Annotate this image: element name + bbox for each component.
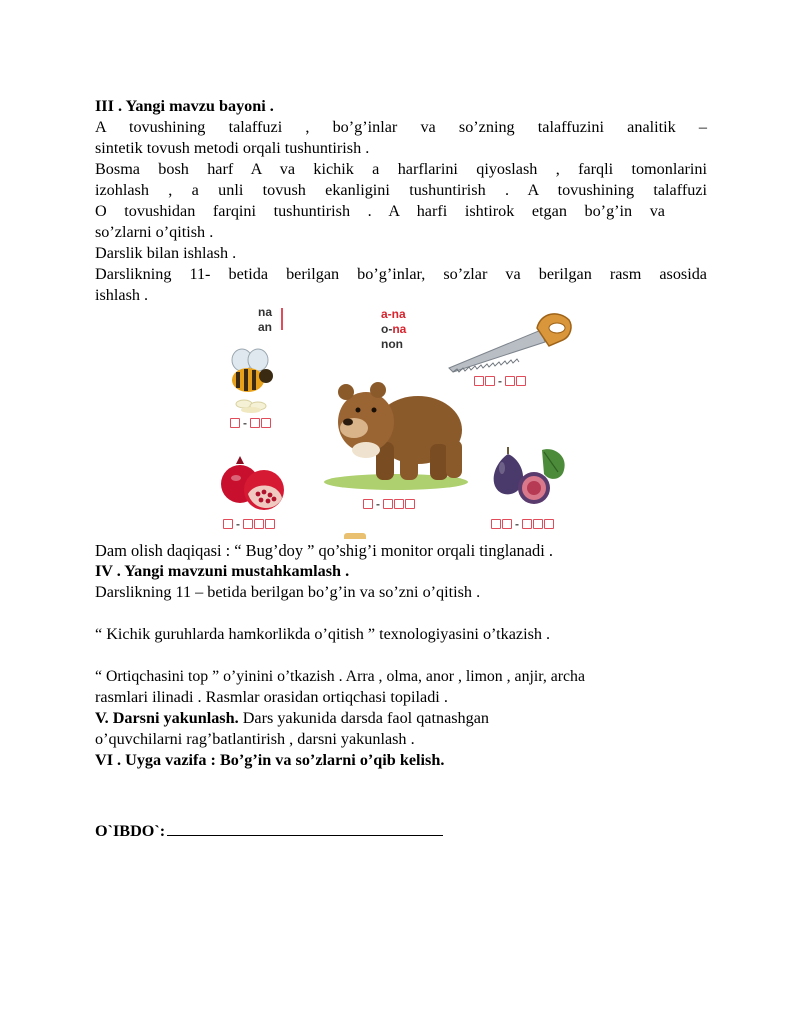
letter-box — [405, 499, 415, 509]
text-line: o’quvchilarni rag’batlantirish , darsni yakunlash . — [95, 730, 415, 748]
text-line: “ Kichik guruhlarda hamkorlikda o’qitish ” texnologiyasini o’tkazish . — [95, 625, 551, 643]
signature-label: O`IBDO`: — [95, 822, 166, 840]
break-line: Dam olish daqiqasi : “ Bug’doy ” qo’shig’i monitor orqali tinglanadi . — [95, 541, 553, 560]
syllable-dash: - — [498, 374, 502, 388]
syllable-list-mid — [381, 307, 406, 352]
syllable-dash: - — [515, 517, 519, 531]
section-6-heading: VI . Uyga vazifa : Bo’g’in va so’zlarni o’qib kelish. — [95, 751, 445, 769]
syllable-dash: - — [376, 497, 380, 511]
letter-box — [485, 376, 495, 386]
letter-box — [522, 519, 532, 529]
pomegranate-syllable-boxes — [223, 517, 275, 531]
section-5-heading: V. Darsni yakunlash. — [95, 709, 239, 727]
bear-image — [322, 378, 470, 490]
letter-box — [533, 519, 543, 529]
cropped-image-edge — [344, 533, 366, 539]
letter-box — [502, 519, 512, 529]
letter-box — [491, 519, 501, 529]
text-line: Bosma bosh harf A va kichik a harflarini qiyoslash , farqli tomonlarini — [95, 160, 707, 178]
bee-syllable-boxes — [230, 416, 271, 430]
section-4-heading: IV . Yangi mavzuni mustahkamlash . — [95, 562, 350, 580]
signature-underline — [167, 821, 443, 836]
text-line: “ Ortiqchasini top ” o’yinini o’tkazish . Arra , olma, anor , limon , anjir, archa — [95, 668, 585, 685]
letter-box — [474, 376, 484, 386]
letter-box — [394, 499, 404, 509]
text-span: Dars yakunida darsda faol qatnashgan — [238, 709, 490, 727]
text-line: so’zlarni o’qitish . — [95, 223, 214, 241]
saw-syllable-boxes — [474, 374, 526, 388]
letter-box — [516, 376, 526, 386]
text-line: Darslikning 11 – betida berilgan bo’g’in va so’zni o’qitish . — [95, 583, 481, 601]
syllable: a-na — [381, 307, 406, 321]
syllable: non — [381, 337, 403, 351]
syllable: na — [258, 305, 273, 319]
letter-box — [505, 376, 515, 386]
letter-box — [363, 499, 373, 509]
pomegranate-image — [218, 454, 288, 516]
letter-box — [383, 499, 393, 509]
letter-box — [261, 418, 271, 428]
fig-syllable-boxes — [491, 517, 554, 531]
saw-image — [445, 308, 575, 374]
letter-box — [254, 519, 264, 529]
letter-box — [243, 519, 253, 529]
syllable-divider — [281, 308, 283, 330]
text-line: A tovushining talaffuzi , bo’g’inlar va so’zning talaffuzini analitik – — [95, 118, 707, 136]
text-line: sintetik tovush metodi orqali tushuntirish . — [95, 139, 370, 157]
text-line: ishlash . — [95, 286, 149, 304]
letter-box — [250, 418, 260, 428]
letter-box — [544, 519, 554, 529]
bear-syllable-boxes — [363, 497, 415, 511]
bee-image — [220, 348, 280, 414]
signature-line — [95, 821, 707, 842]
text-line: Darslikning 11- betida berilgan bo’g’inlar, so’zlar va berilgan rasm asosida — [95, 265, 707, 283]
syllable-dash: - — [243, 416, 247, 430]
syllable-dash: - — [236, 517, 240, 531]
text-line: rasmlari ilinadi . Rasmlar orasidan ortiqchasi topiladi . — [95, 688, 448, 706]
syllable: an — [258, 320, 273, 334]
syllable: o-na — [381, 322, 407, 336]
section-5-line — [95, 708, 707, 729]
letter-box — [230, 418, 240, 428]
section-3-heading: III . Yangi mavzu bayoni . — [95, 97, 274, 115]
fig-image — [488, 444, 570, 506]
text-line: izohlash , a unli tovush ekanligini tushuntirish . A tovushining talaffuzi — [95, 181, 707, 199]
letter-box — [265, 519, 275, 529]
letter-box — [223, 519, 233, 529]
text-line: O tovushidan farqini tushuntirish . A harfi ishtirok etgan bo’g’in va — [95, 202, 665, 220]
text-line: Darslik bilan ishlash . — [95, 244, 237, 262]
syllable-list-left — [258, 305, 272, 335]
